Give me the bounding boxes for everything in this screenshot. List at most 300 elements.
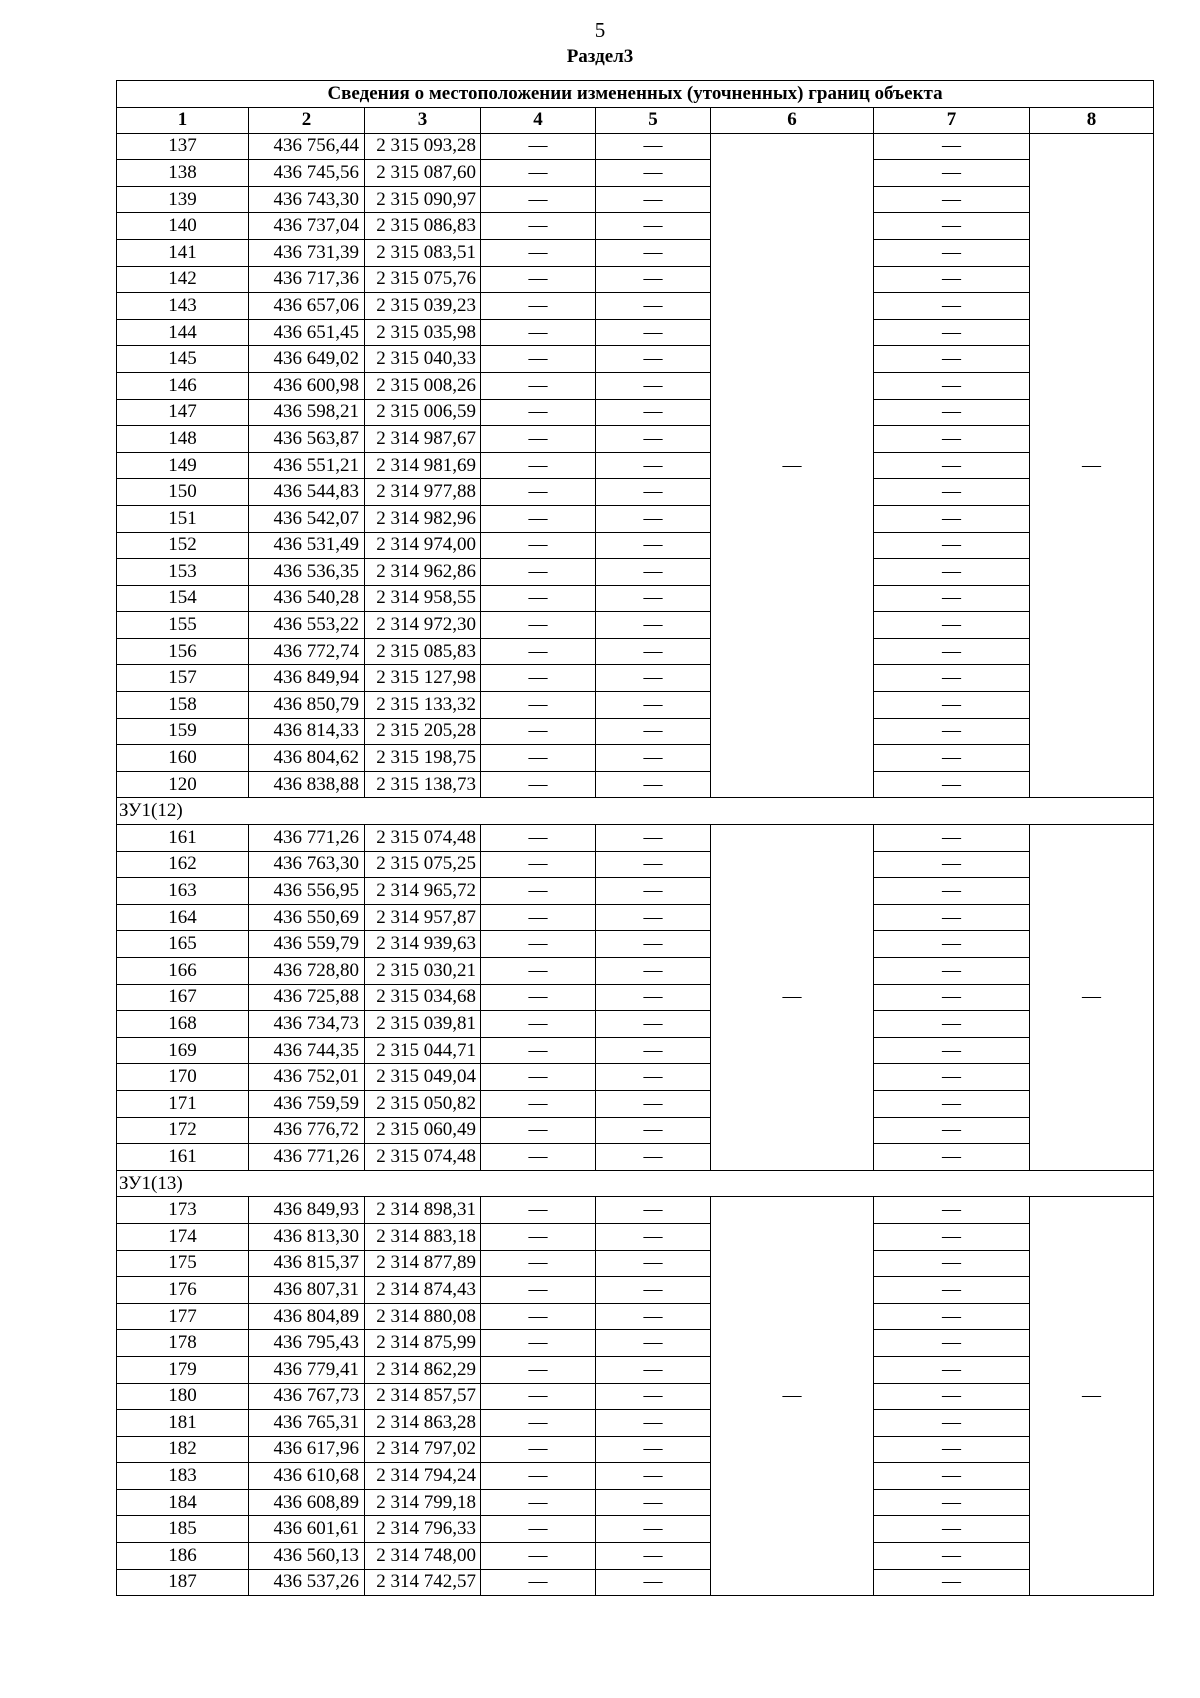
column-5-dash-cell: — <box>596 771 711 798</box>
column-7-dash-cell: — <box>874 239 1030 266</box>
table-body <box>117 133 1154 1596</box>
x-coordinate-cell: 436 743,30 <box>249 186 365 213</box>
column-7-dash-cell: — <box>874 186 1030 213</box>
x-coordinate-cell: 436 765,31 <box>249 1410 365 1437</box>
column-7-dash-cell: — <box>874 1011 1030 1038</box>
y-coordinate-cell: 2 315 138,73 <box>365 771 481 798</box>
point-number-cell: 183 <box>117 1463 249 1490</box>
column-5-dash-cell: — <box>596 585 711 612</box>
x-coordinate-cell: 436 553,22 <box>249 612 365 639</box>
column-4-dash-cell: — <box>481 1117 596 1144</box>
y-coordinate-cell: 2 315 039,23 <box>365 293 481 320</box>
column-5-dash-cell: — <box>596 1463 711 1490</box>
table-row <box>117 399 1154 426</box>
column-4-dash-cell: — <box>481 878 596 905</box>
y-coordinate-cell: 2 315 090,97 <box>365 186 481 213</box>
point-number-cell: 141 <box>117 239 249 266</box>
table-row <box>117 1410 1154 1437</box>
column-7-dash-cell: — <box>874 692 1030 719</box>
column-7-dash-cell: — <box>874 532 1030 559</box>
point-number-cell: 175 <box>117 1250 249 1277</box>
column-5-dash-cell: — <box>596 1489 711 1516</box>
x-coordinate-cell: 436 563,87 <box>249 426 365 453</box>
table-row <box>117 718 1154 745</box>
column-5-dash-cell: — <box>596 452 711 479</box>
column-7-dash-cell: — <box>874 718 1030 745</box>
x-coordinate-cell: 436 734,73 <box>249 1011 365 1038</box>
table-row <box>117 1489 1154 1516</box>
column-7-dash-cell: — <box>874 1117 1030 1144</box>
table-row <box>117 559 1154 586</box>
column-6-merged-dash-cell: — <box>711 825 874 1171</box>
y-coordinate-cell: 2 315 133,32 <box>365 692 481 719</box>
y-coordinate-cell: 2 315 049,04 <box>365 1064 481 1091</box>
x-coordinate-cell: 436 807,31 <box>249 1277 365 1304</box>
group-header-row <box>117 1170 1154 1197</box>
column-4-dash-cell: — <box>481 1356 596 1383</box>
point-number-cell: 184 <box>117 1489 249 1516</box>
column-5-dash-cell: — <box>596 532 711 559</box>
x-coordinate-cell: 436 600,98 <box>249 372 365 399</box>
x-coordinate-cell: 436 813,30 <box>249 1223 365 1250</box>
column-5-dash-cell: — <box>596 293 711 320</box>
column-header-7: 7 <box>874 107 1030 133</box>
column-4-dash-cell: — <box>481 1144 596 1171</box>
column-4-dash-cell: — <box>481 266 596 293</box>
table-row <box>117 372 1154 399</box>
point-number-cell: 165 <box>117 931 249 958</box>
point-number-cell: 180 <box>117 1383 249 1410</box>
point-number-cell: 167 <box>117 984 249 1011</box>
point-number-cell: 177 <box>117 1303 249 1330</box>
column-6-merged-dash-cell: — <box>711 133 874 798</box>
table-row <box>117 1356 1154 1383</box>
column-4-dash-cell: — <box>481 1037 596 1064</box>
table-row <box>117 931 1154 958</box>
column-5-dash-cell: — <box>596 1303 711 1330</box>
column-5-dash-cell: — <box>596 426 711 453</box>
table-row <box>117 825 1154 852</box>
column-7-dash-cell: — <box>874 931 1030 958</box>
column-4-dash-cell: — <box>481 1516 596 1543</box>
y-coordinate-cell: 2 315 075,76 <box>365 266 481 293</box>
x-coordinate-cell: 436 559,79 <box>249 931 365 958</box>
y-coordinate-cell: 2 314 794,24 <box>365 1463 481 1490</box>
y-coordinate-cell: 2 314 958,55 <box>365 585 481 612</box>
y-coordinate-cell: 2 314 982,96 <box>365 505 481 532</box>
column-4-dash-cell: — <box>481 1197 596 1224</box>
point-number-cell: 153 <box>117 559 249 586</box>
column-header-6: 6 <box>711 107 874 133</box>
point-number-cell: 179 <box>117 1356 249 1383</box>
column-5-dash-cell: — <box>596 1117 711 1144</box>
x-coordinate-cell: 436 795,43 <box>249 1330 365 1357</box>
x-coordinate-cell: 436 610,68 <box>249 1463 365 1490</box>
table-row <box>117 133 1154 160</box>
point-number-cell: 146 <box>117 372 249 399</box>
column-4-dash-cell: — <box>481 426 596 453</box>
column-7-dash-cell: — <box>874 612 1030 639</box>
table-row <box>117 213 1154 240</box>
table-row <box>117 1330 1154 1357</box>
x-coordinate-cell: 436 657,06 <box>249 293 365 320</box>
table-row <box>117 771 1154 798</box>
column-7-dash-cell: — <box>874 1090 1030 1117</box>
column-8-merged-dash-cell: — <box>1030 133 1154 798</box>
x-coordinate-cell: 436 737,04 <box>249 213 365 240</box>
column-7-dash-cell: — <box>874 825 1030 852</box>
column-5-dash-cell: — <box>596 718 711 745</box>
point-number-cell: 174 <box>117 1223 249 1250</box>
column-5-dash-cell: — <box>596 1011 711 1038</box>
y-coordinate-cell: 2 315 034,68 <box>365 984 481 1011</box>
y-coordinate-cell: 2 315 075,25 <box>365 851 481 878</box>
boundary-coordinates-table <box>116 80 1154 1596</box>
column-5-dash-cell: — <box>596 904 711 931</box>
x-coordinate-cell: 436 556,95 <box>249 878 365 905</box>
table-row <box>117 1383 1154 1410</box>
y-coordinate-cell: 2 315 087,60 <box>365 160 481 187</box>
y-coordinate-cell: 2 314 974,00 <box>365 532 481 559</box>
column-4-dash-cell: — <box>481 532 596 559</box>
column-4-dash-cell: — <box>481 665 596 692</box>
column-7-dash-cell: — <box>874 904 1030 931</box>
column-5-dash-cell: — <box>596 505 711 532</box>
table-row <box>117 346 1154 373</box>
column-7-dash-cell: — <box>874 1543 1030 1570</box>
column-4-dash-cell: — <box>481 133 596 160</box>
table-row <box>117 1463 1154 1490</box>
column-7-dash-cell: — <box>874 559 1030 586</box>
point-number-cell: 171 <box>117 1090 249 1117</box>
point-number-cell: 187 <box>117 1569 249 1596</box>
table-row <box>117 1250 1154 1277</box>
table-row <box>117 638 1154 665</box>
column-5-dash-cell: — <box>596 1410 711 1437</box>
column-7-dash-cell: — <box>874 1250 1030 1277</box>
column-4-dash-cell: — <box>481 1303 596 1330</box>
column-5-dash-cell: — <box>596 1543 711 1570</box>
point-number-cell: 164 <box>117 904 249 931</box>
column-4-dash-cell: — <box>481 505 596 532</box>
x-coordinate-cell: 436 550,69 <box>249 904 365 931</box>
x-coordinate-cell: 436 728,80 <box>249 958 365 985</box>
column-5-dash-cell: — <box>596 1277 711 1304</box>
point-number-cell: 156 <box>117 638 249 665</box>
y-coordinate-cell: 2 314 977,88 <box>365 479 481 506</box>
column-8-merged-dash-cell: — <box>1030 1197 1154 1596</box>
column-4-dash-cell: — <box>481 1223 596 1250</box>
point-number-cell: 178 <box>117 1330 249 1357</box>
y-coordinate-cell: 2 314 898,31 <box>365 1197 481 1224</box>
y-coordinate-cell: 2 315 035,98 <box>365 319 481 346</box>
table-row <box>117 239 1154 266</box>
x-coordinate-cell: 436 849,94 <box>249 665 365 692</box>
column-7-dash-cell: — <box>874 505 1030 532</box>
column-header-8: 8 <box>1030 107 1154 133</box>
x-coordinate-cell: 436 544,83 <box>249 479 365 506</box>
column-5-dash-cell: — <box>596 1064 711 1091</box>
y-coordinate-cell: 2 315 198,75 <box>365 745 481 772</box>
column-7-dash-cell: — <box>874 293 1030 320</box>
column-5-dash-cell: — <box>596 851 711 878</box>
table-row <box>117 958 1154 985</box>
x-coordinate-cell: 436 776,72 <box>249 1117 365 1144</box>
point-number-cell: 120 <box>117 771 249 798</box>
point-number-cell: 163 <box>117 878 249 905</box>
table-row <box>117 745 1154 772</box>
column-4-dash-cell: — <box>481 851 596 878</box>
table-row <box>117 692 1154 719</box>
column-5-dash-cell: — <box>596 825 711 852</box>
y-coordinate-cell: 2 314 797,02 <box>365 1436 481 1463</box>
table-row <box>117 851 1154 878</box>
column-7-dash-cell: — <box>874 399 1030 426</box>
y-coordinate-cell: 2 315 085,83 <box>365 638 481 665</box>
column-7-dash-cell: — <box>874 1303 1030 1330</box>
column-4-dash-cell: — <box>481 984 596 1011</box>
x-coordinate-cell: 436 598,21 <box>249 399 365 426</box>
point-number-cell: 138 <box>117 160 249 187</box>
x-coordinate-cell: 436 731,39 <box>249 239 365 266</box>
column-7-dash-cell: — <box>874 266 1030 293</box>
point-number-cell: 148 <box>117 426 249 453</box>
x-coordinate-cell: 436 850,79 <box>249 692 365 719</box>
y-coordinate-cell: 2 315 039,81 <box>365 1011 481 1038</box>
point-number-cell: 143 <box>117 293 249 320</box>
point-number-cell: 162 <box>117 851 249 878</box>
x-coordinate-cell: 436 849,93 <box>249 1197 365 1224</box>
x-coordinate-cell: 436 838,88 <box>249 771 365 798</box>
table-row <box>117 665 1154 692</box>
y-coordinate-cell: 2 315 205,28 <box>365 718 481 745</box>
table-row <box>117 612 1154 639</box>
table-row <box>117 1037 1154 1064</box>
column-6-merged-dash-cell: — <box>711 1197 874 1596</box>
column-5-dash-cell: — <box>596 213 711 240</box>
column-7-dash-cell: — <box>874 452 1030 479</box>
column-7-dash-cell: — <box>874 1197 1030 1224</box>
column-5-dash-cell: — <box>596 160 711 187</box>
point-number-cell: 160 <box>117 745 249 772</box>
column-5-dash-cell: — <box>596 1197 711 1224</box>
table-row <box>117 426 1154 453</box>
point-number-cell: 139 <box>117 186 249 213</box>
y-coordinate-cell: 2 314 863,28 <box>365 1410 481 1437</box>
table-row <box>117 1223 1154 1250</box>
column-7-dash-cell: — <box>874 1383 1030 1410</box>
point-number-cell: 150 <box>117 479 249 506</box>
y-coordinate-cell: 2 314 957,87 <box>365 904 481 931</box>
column-7-dash-cell: — <box>874 1144 1030 1171</box>
y-coordinate-cell: 2 315 006,59 <box>365 399 481 426</box>
point-number-cell: 149 <box>117 452 249 479</box>
column-5-dash-cell: — <box>596 1383 711 1410</box>
column-4-dash-cell: — <box>481 1277 596 1304</box>
y-coordinate-cell: 2 314 962,86 <box>365 559 481 586</box>
column-5-dash-cell: — <box>596 638 711 665</box>
column-7-dash-cell: — <box>874 372 1030 399</box>
column-7-dash-cell: — <box>874 585 1030 612</box>
table-row <box>117 266 1154 293</box>
column-4-dash-cell: — <box>481 1250 596 1277</box>
x-coordinate-cell: 436 804,89 <box>249 1303 365 1330</box>
x-coordinate-cell: 436 771,26 <box>249 825 365 852</box>
y-coordinate-cell: 2 315 044,71 <box>365 1037 481 1064</box>
table-row <box>117 1277 1154 1304</box>
point-number-cell: 181 <box>117 1410 249 1437</box>
y-coordinate-cell: 2 315 030,21 <box>365 958 481 985</box>
point-number-cell: 154 <box>117 585 249 612</box>
table-row <box>117 1516 1154 1543</box>
column-5-dash-cell: — <box>596 1090 711 1117</box>
x-coordinate-cell: 436 752,01 <box>249 1064 365 1091</box>
y-coordinate-cell: 2 314 880,08 <box>365 1303 481 1330</box>
column-4-dash-cell: — <box>481 958 596 985</box>
table-row <box>117 1436 1154 1463</box>
column-5-dash-cell: — <box>596 186 711 213</box>
table-caption: Сведения о местоположении измененных (уточненных) границ объекта <box>117 81 1154 108</box>
table-row <box>117 293 1154 320</box>
point-number-cell: 155 <box>117 612 249 639</box>
point-number-cell: 168 <box>117 1011 249 1038</box>
column-4-dash-cell: — <box>481 771 596 798</box>
column-5-dash-cell: — <box>596 1037 711 1064</box>
x-coordinate-cell: 436 745,56 <box>249 160 365 187</box>
y-coordinate-cell: 2 315 083,51 <box>365 239 481 266</box>
point-number-cell: 161 <box>117 1144 249 1171</box>
column-7-dash-cell: — <box>874 1463 1030 1490</box>
column-5-dash-cell: — <box>596 1250 711 1277</box>
table-row <box>117 452 1154 479</box>
column-5-dash-cell: — <box>596 1516 711 1543</box>
table-row <box>117 1064 1154 1091</box>
x-coordinate-cell: 436 601,61 <box>249 1516 365 1543</box>
x-coordinate-cell: 436 540,28 <box>249 585 365 612</box>
y-coordinate-cell: 2 314 799,18 <box>365 1489 481 1516</box>
group-header-row <box>117 798 1154 825</box>
column-4-dash-cell: — <box>481 1090 596 1117</box>
page-number: 5 <box>594 18 606 42</box>
x-coordinate-cell: 436 772,74 <box>249 638 365 665</box>
y-coordinate-cell: 2 314 883,18 <box>365 1223 481 1250</box>
column-4-dash-cell: — <box>481 213 596 240</box>
column-5-dash-cell: — <box>596 1330 711 1357</box>
table-row <box>117 1144 1154 1171</box>
column-5-dash-cell: — <box>596 692 711 719</box>
column-header-4: 4 <box>481 107 596 133</box>
column-7-dash-cell: — <box>874 319 1030 346</box>
column-5-dash-cell: — <box>596 479 711 506</box>
point-number-cell: 172 <box>117 1117 249 1144</box>
column-5-dash-cell: — <box>596 399 711 426</box>
column-5-dash-cell: — <box>596 372 711 399</box>
y-coordinate-cell: 2 314 748,00 <box>365 1543 481 1570</box>
x-coordinate-cell: 436 763,30 <box>249 851 365 878</box>
x-coordinate-cell: 436 617,96 <box>249 1436 365 1463</box>
column-4-dash-cell: — <box>481 718 596 745</box>
y-coordinate-cell: 2 315 127,98 <box>365 665 481 692</box>
column-7-dash-cell: — <box>874 745 1030 772</box>
y-coordinate-cell: 2 314 987,67 <box>365 426 481 453</box>
column-5-dash-cell: — <box>596 612 711 639</box>
column-4-dash-cell: — <box>481 638 596 665</box>
column-header-2: 2 <box>249 107 365 133</box>
column-7-dash-cell: — <box>874 346 1030 373</box>
x-coordinate-cell: 436 531,49 <box>249 532 365 559</box>
y-coordinate-cell: 2 315 074,48 <box>365 825 481 852</box>
column-4-dash-cell: — <box>481 399 596 426</box>
column-7-dash-cell: — <box>874 479 1030 506</box>
column-5-dash-cell: — <box>596 319 711 346</box>
column-4-dash-cell: — <box>481 1383 596 1410</box>
group-label: ЗУ1(13) <box>117 1170 1154 1197</box>
column-5-dash-cell: — <box>596 266 711 293</box>
table-row <box>117 532 1154 559</box>
y-coordinate-cell: 2 314 875,99 <box>365 1330 481 1357</box>
column-header-1: 1 <box>117 107 249 133</box>
column-5-dash-cell: — <box>596 984 711 1011</box>
column-7-dash-cell: — <box>874 1569 1030 1596</box>
column-4-dash-cell: — <box>481 479 596 506</box>
column-7-dash-cell: — <box>874 1356 1030 1383</box>
column-7-dash-cell: — <box>874 984 1030 1011</box>
column-4-dash-cell: — <box>481 372 596 399</box>
x-coordinate-cell: 436 542,07 <box>249 505 365 532</box>
column-4-dash-cell: — <box>481 346 596 373</box>
column-5-dash-cell: — <box>596 958 711 985</box>
y-coordinate-cell: 2 315 008,26 <box>365 372 481 399</box>
column-7-dash-cell: — <box>874 426 1030 453</box>
column-4-dash-cell: — <box>481 1410 596 1437</box>
x-coordinate-cell: 436 551,21 <box>249 452 365 479</box>
x-coordinate-cell: 436 744,35 <box>249 1037 365 1064</box>
column-4-dash-cell: — <box>481 1064 596 1091</box>
x-coordinate-cell: 436 649,02 <box>249 346 365 373</box>
point-number-cell: 170 <box>117 1064 249 1091</box>
x-coordinate-cell: 436 725,88 <box>249 984 365 1011</box>
x-coordinate-cell: 436 759,59 <box>249 1090 365 1117</box>
table-row <box>117 186 1154 213</box>
column-8-merged-dash-cell: — <box>1030 825 1154 1171</box>
point-number-cell: 173 <box>117 1197 249 1224</box>
table-row <box>117 160 1154 187</box>
table-row <box>117 878 1154 905</box>
column-7-dash-cell: — <box>874 160 1030 187</box>
table-row <box>117 984 1154 1011</box>
x-coordinate-cell: 436 767,73 <box>249 1383 365 1410</box>
table-row <box>117 1569 1154 1596</box>
column-7-dash-cell: — <box>874 1277 1030 1304</box>
column-4-dash-cell: — <box>481 904 596 931</box>
column-7-dash-cell: — <box>874 213 1030 240</box>
y-coordinate-cell: 2 314 796,33 <box>365 1516 481 1543</box>
table-row <box>117 1197 1154 1224</box>
column-7-dash-cell: — <box>874 133 1030 160</box>
x-coordinate-cell: 436 608,89 <box>249 1489 365 1516</box>
table-row <box>117 585 1154 612</box>
point-number-cell: 144 <box>117 319 249 346</box>
y-coordinate-cell: 2 314 874,43 <box>365 1277 481 1304</box>
point-number-cell: 157 <box>117 665 249 692</box>
column-4-dash-cell: — <box>481 1330 596 1357</box>
column-4-dash-cell: — <box>481 293 596 320</box>
x-coordinate-cell: 436 756,44 <box>249 133 365 160</box>
column-7-dash-cell: — <box>874 1223 1030 1250</box>
point-number-cell: 142 <box>117 266 249 293</box>
column-5-dash-cell: — <box>596 559 711 586</box>
y-coordinate-cell: 2 314 877,89 <box>365 1250 481 1277</box>
